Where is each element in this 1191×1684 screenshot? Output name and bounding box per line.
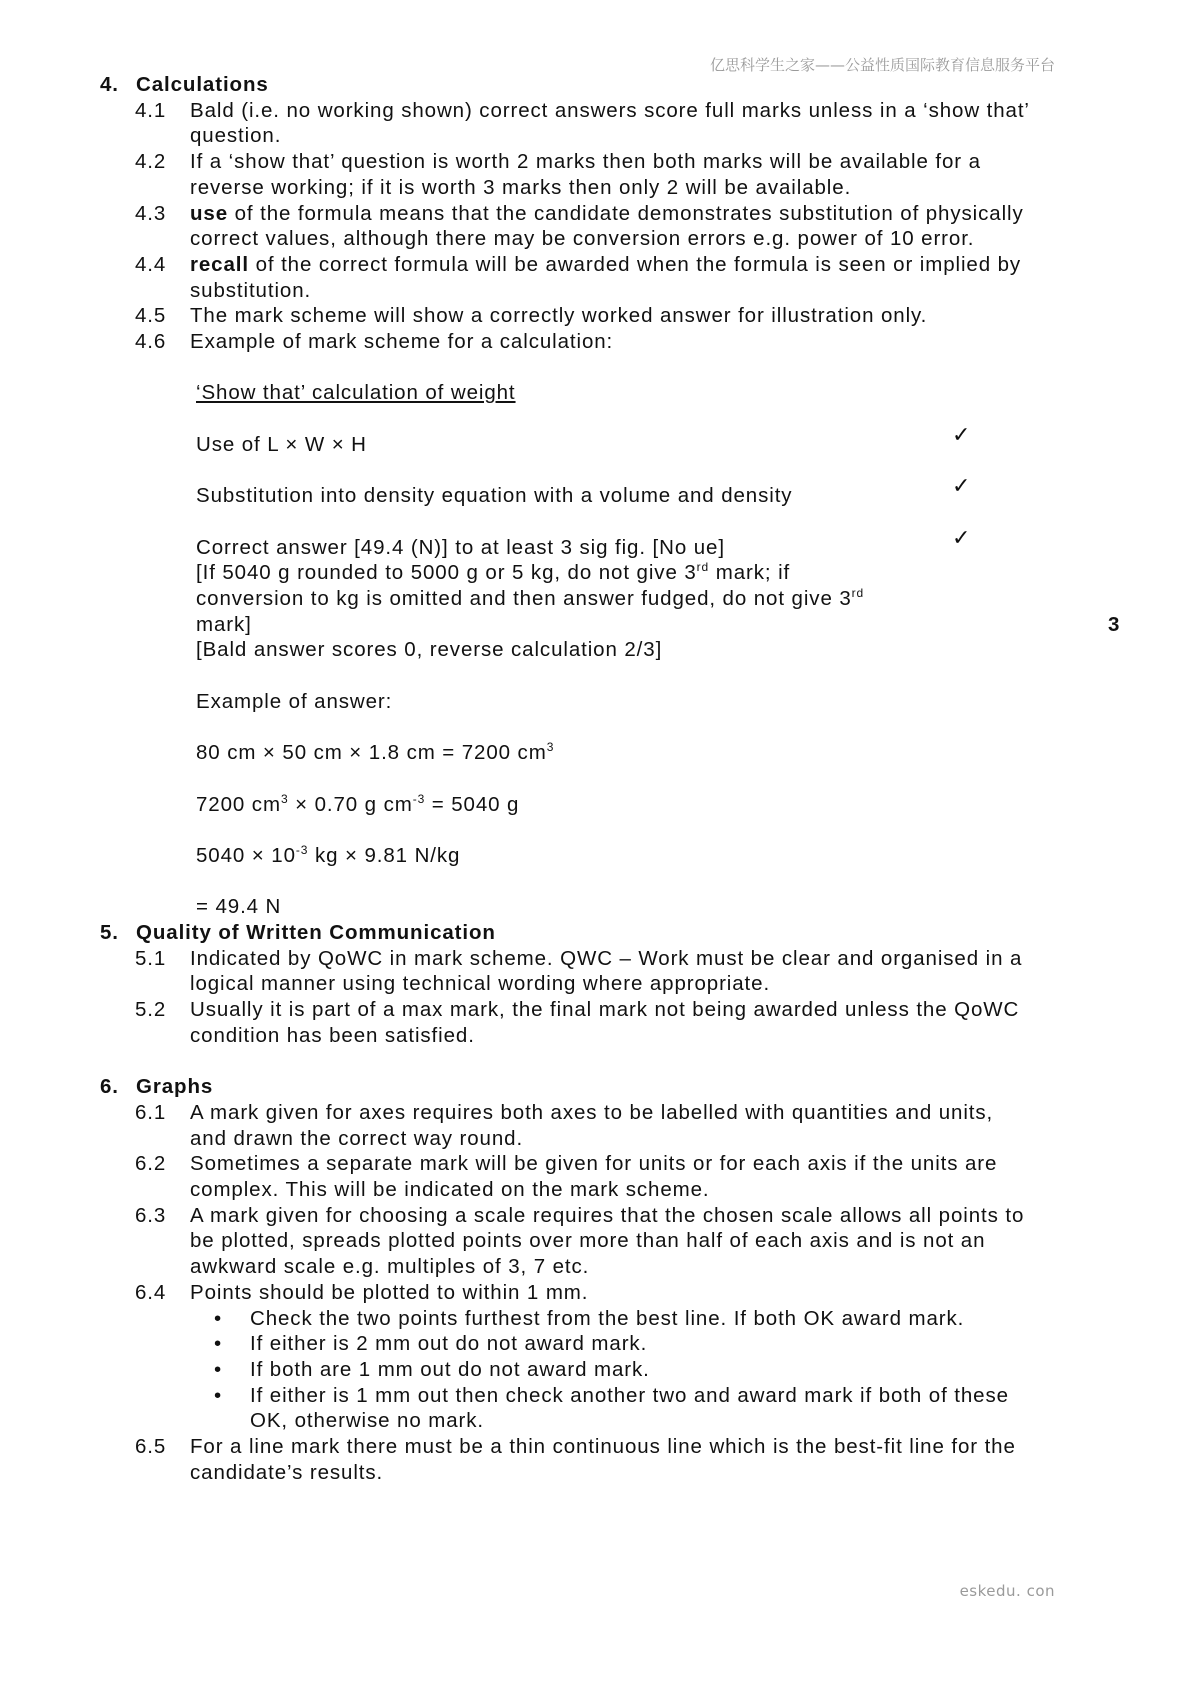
answer-line-2: 7200 $cm^3 \times 0.70$ g $cm^{-3} = 5040$ g xyxy=(196,791,520,816)
item-4-2: 4.2 If a ‘show that’ question is worth 2 marks then both marks will be available for a reverse working; if it is worth 3 marks then only 2 will be available. xyxy=(135,150,981,199)
tick-mark-3: ✓ xyxy=(952,524,972,550)
list-item: • Check the two points furthest from the best line. If both OK award mark. xyxy=(250,1306,1030,1332)
item-4-6: 4.6 Example of mark scheme for a calculation: xyxy=(135,330,614,354)
watermark-footer: eskedu. con xyxy=(959,1582,1055,1600)
example-heading: ‘Show that’ calculation of weight xyxy=(196,381,516,405)
answer-line-1: 80 cm × 50 cm × 1.8 cm = 7200 $cm^3$ xyxy=(196,740,555,765)
item-5-1: 5.1 Indicated by QoWC in mark scheme. QWC – Work must be clear and organised in a logical manner using technical wording where appropriate. xyxy=(135,946,1023,996)
section-5-title: 5. Quality of Written Communication xyxy=(100,921,496,945)
step-use-formula: Use of L × W × H xyxy=(196,432,367,456)
step-substitution: Substitution into density equation with a volume and density xyxy=(196,484,793,508)
watermark-header: 亿思科学生之家——公益性质国际教育信息服务平台 xyxy=(709,56,1055,74)
tick-mark-1: ✓ xyxy=(952,421,972,447)
item-4-5: 4.5 The mark scheme will show a correctly worked answer for illustration only. xyxy=(135,304,928,328)
item-6-5: 6.5 For a line mark there must be a thin continuous line which is the best-fit line for the candidate’s results. xyxy=(135,1435,1016,1484)
list-item: • If either is 1 mm out then check another two and award mark if both of these OK, otherwise no mark. xyxy=(250,1383,1030,1434)
item-4-3: 4.3 use of the formula means that the candidate demonstrates substitution of physically correct values, although there may be conversion errors e.g. power of 10 error. xyxy=(135,201,1024,251)
list-item: • If either is 2 mm out do not award mark. xyxy=(250,1331,1030,1357)
tick-mark-2: ✓ xyxy=(952,473,972,499)
item-4-1: 4.1 Bald (i.e. no working shown) correct answers score full marks unless in a ‘show that’ question. xyxy=(135,98,1030,148)
item-6-1: 6.1 A mark given for axes requires both axes to be labelled with quantities and units, and drawn the correct way round. xyxy=(135,1100,994,1150)
plotting-bullets xyxy=(100,1306,1030,1435)
document-body xyxy=(100,72,1121,1486)
section-4-title: 4. Calculations xyxy=(100,73,269,96)
step-correct-answer: Correct answer [49.4 (N)] to at least 3 sig fig. [No ue] xyxy=(196,535,725,559)
item-5-2: 5.2 Usually it is part of a max mark, the final mark not being awarded unless the QoWC condition has been satisfied. xyxy=(135,998,1020,1047)
marks-total: 3 xyxy=(1108,612,1121,636)
item-6-4: 6.4 Points should be plotted to within 1 mm. xyxy=(135,1280,589,1304)
example-calculation: ‘Show that’ calculation of weight Use of L × W × H ✓ Substitution into density equation with a volume and density ✓ Correct answer [49.4 (N)] to at least 3 sig fig. [No ue] ✓ [If 5040 g rounded to 5000 g or 5 kg, do not give 3rd mark; if conversion to kg is omitted and then answer fudged, do not give 3rd mark] 3 [Bald answer scores 0, reverse calculation 2/3] Example of answer: 80 cm × 50 cm × 1.8 cm = 7200 $cm^3$ 7200 $cm^3 \times 0.70$ g $cm^{-3} = 5040$ g $5040 \times 10^{-3}$ kg × 9.81 N/kg = 49.4 N xyxy=(196,381,1121,919)
answer-heading: Example of answer: xyxy=(196,689,393,713)
item-6-3: 6.3 A mark given for choosing a scale requires that the chosen scale allows all points to be plotted, spreads plotted points over more than half of each axis and is not an awkward scale e.g. multiples of 3, 7 etc. xyxy=(135,1203,1025,1279)
answer-line-4: = 49.4 N xyxy=(196,895,282,919)
answer-line-3: $5040 \times 10^{-3}$ kg × 9.81 N/kg xyxy=(196,843,461,867)
item-4-4: 4.4 recall of the correct formula will be awarded when the formula is seen or implied by substitution. xyxy=(135,252,1022,302)
item-6-2: 6.2 Sometimes a separate mark will be given for units or for each axis if the units are complex. This will be indicated on the mark scheme. xyxy=(135,1152,998,1202)
section-6-title: 6. Graphs xyxy=(100,1075,214,1099)
list-item: • If both are 1 mm out do not award mark. xyxy=(250,1357,1030,1383)
